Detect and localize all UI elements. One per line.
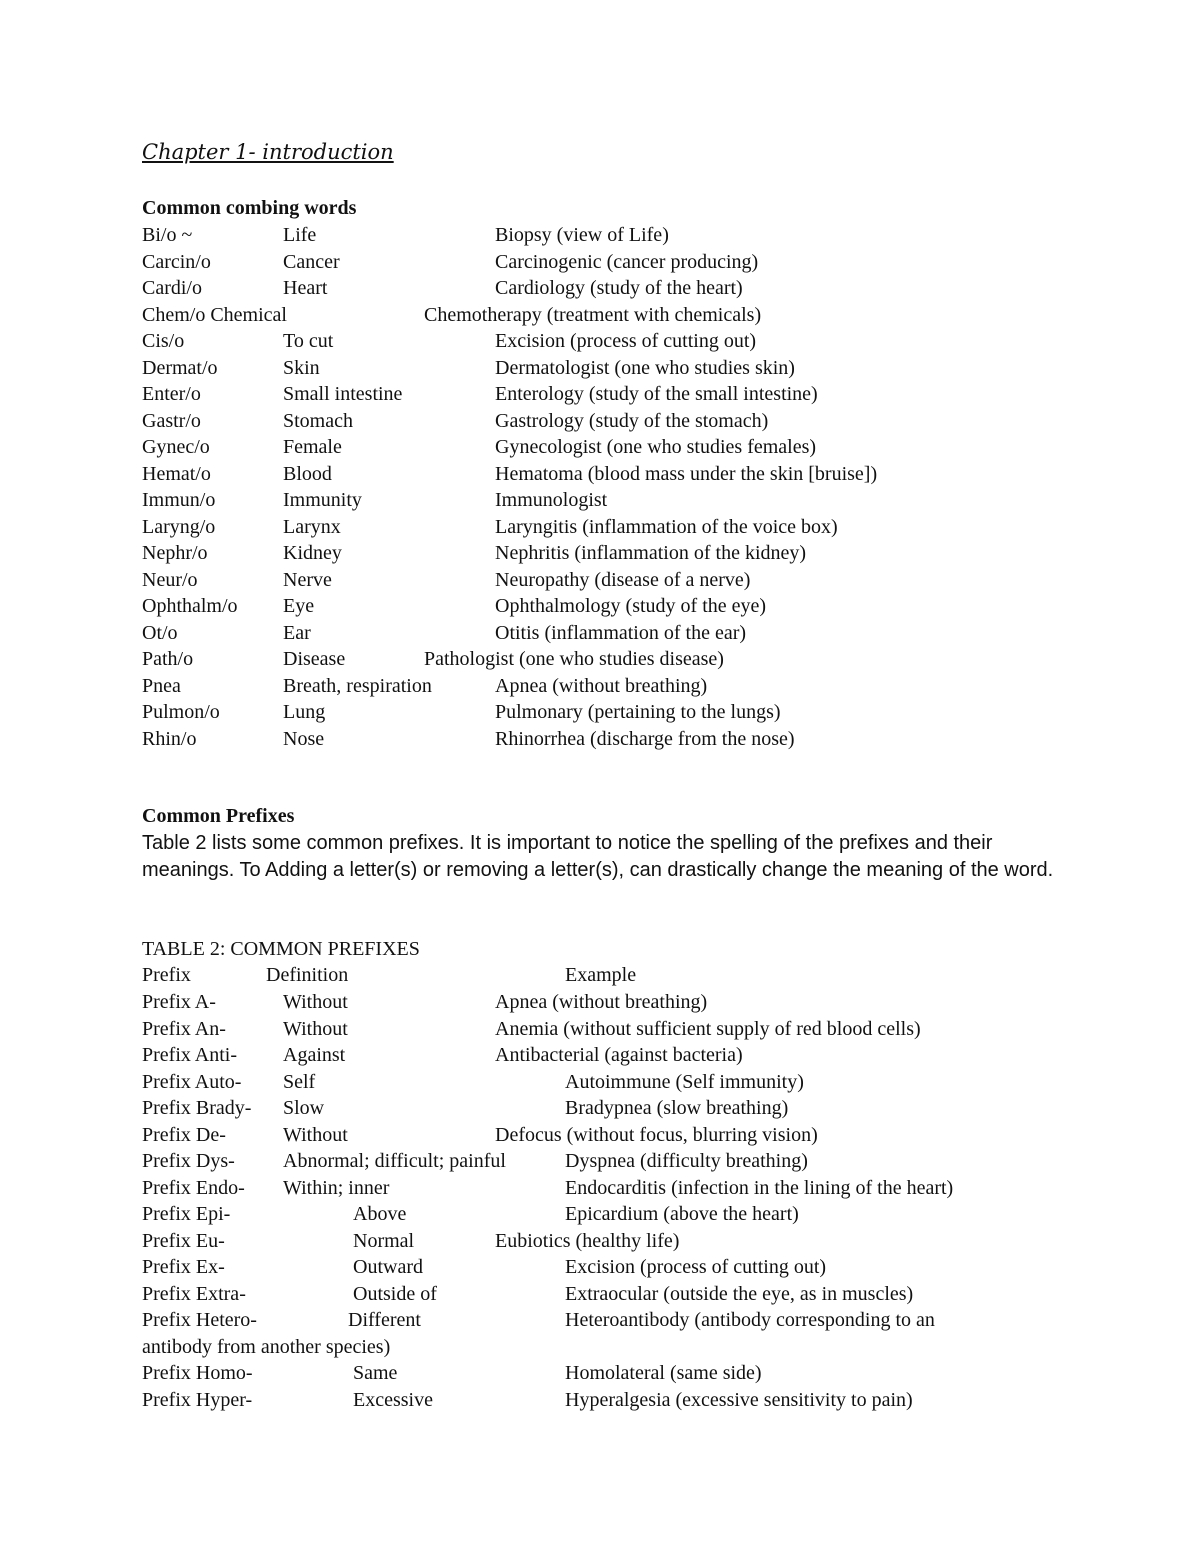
prefix-col-1: Different (348, 1309, 421, 1331)
prefix-col-2: Homolateral (same side) (565, 1362, 762, 1384)
prefix-row (0, 1016, 1200, 1042)
prefix-col-0: Prefix Hetero- (142, 1309, 257, 1331)
combining-word-row (0, 328, 1200, 354)
table-title: TABLE 2: COMMON PREFIXES (142, 938, 420, 960)
prefix-row (0, 1095, 1200, 1121)
combining-word-col-0: Neur/o (142, 569, 198, 591)
prefix-row (0, 1254, 1200, 1280)
prefix-col-0: Prefix Dys- (142, 1150, 235, 1172)
combining-word-col-1: Life (283, 224, 317, 246)
prefix-col-0: Prefix Homo- (142, 1362, 253, 1384)
prefix-row (0, 1360, 1200, 1386)
header-definition: Definition (266, 964, 349, 986)
combining-word-col-0: Enter/o (142, 383, 201, 405)
prefix-col-2: Apnea (without breathing) (495, 991, 708, 1013)
combining-word-col-1: Chemotherapy (treatment with chemicals) (424, 304, 762, 326)
prefix-col-2: Excision (process of cutting out) (565, 1256, 827, 1278)
combining-word-col-0: Pulmon/o (142, 701, 220, 723)
prefix-col-0: Prefix Auto- (142, 1071, 242, 1093)
combining-word-col-1: To cut (283, 330, 334, 352)
combining-word-col-0: Rhin/o (142, 728, 197, 750)
prefix-col-1: Slow (283, 1097, 325, 1119)
prefix-row (0, 1201, 1200, 1227)
prefix-col-1: Against (283, 1044, 346, 1066)
table-header-row (0, 962, 1200, 988)
prefix-col-2: Extraocular (outside the eye, as in muscles) (565, 1283, 914, 1305)
prefix-col-1: Above (353, 1203, 407, 1225)
prefix-col-2: Hyperalgesia (excessive sensitivity to pain) (565, 1389, 913, 1411)
prefix-row (0, 1069, 1200, 1095)
prefix-col-0: Prefix Brady- (142, 1097, 252, 1119)
combining-word-col-1: Female (283, 436, 342, 458)
combining-word-row (0, 593, 1200, 619)
combining-word-col-0: Nephr/o (142, 542, 208, 564)
combining-word-row (0, 540, 1200, 566)
prefix-col-0: Prefix Extra- (142, 1283, 246, 1305)
chapter-title: Chapter 1- introduction (142, 140, 394, 164)
prefix-row (0, 1281, 1200, 1307)
combining-word-col-1: Kidney (283, 542, 342, 564)
combining-word-col-1: Immunity (283, 489, 362, 511)
combining-word-col-0: Dermat/o (142, 357, 218, 379)
prefix-col-1: Normal (353, 1230, 415, 1252)
combining-word-col-2: Excision (process of cutting out) (495, 330, 757, 352)
combining-word-col-0: Laryng/o (142, 516, 216, 538)
prefix-col-0: Prefix An- (142, 1018, 226, 1040)
prefix-col-2: Bradypnea (slow breathing) (565, 1097, 789, 1119)
combining-word-col-2: Dermatologist (one who studies skin) (495, 357, 795, 379)
combining-word-row (0, 487, 1200, 513)
combining-word-col-2: Enterology (study of the small intestine) (495, 383, 818, 405)
combining-word-col-1: Nose (283, 728, 325, 750)
prefix-col-2: Anemia (without sufficient supply of red blood cells) (495, 1018, 921, 1040)
prefix-row (0, 1228, 1200, 1254)
combining-word-col-1: Stomach (283, 410, 353, 432)
combining-word-row (0, 381, 1200, 407)
combining-word-col-0: Chem/o Chemical (142, 304, 287, 326)
combining-word-col-2: Immunologist (495, 489, 608, 511)
prefix-col-2: Eubiotics (healthy life) (495, 1230, 680, 1252)
prefix-col-0: antibody from another species) (142, 1336, 391, 1358)
combining-word-col-1: Disease (283, 648, 346, 670)
combining-word-col-1: Cancer (283, 251, 340, 273)
combining-word-row (0, 514, 1200, 540)
prefix-col-1: Outward (353, 1256, 423, 1278)
combining-word-col-0: Cardi/o (142, 277, 202, 299)
prefix-col-0: Prefix De- (142, 1124, 226, 1146)
prefix-col-1: Without (283, 991, 348, 1013)
prefix-row (0, 1148, 1200, 1174)
combining-word-row (0, 249, 1200, 275)
combining-word-col-1: Heart (283, 277, 328, 299)
combining-word-col-2: Pathologist (one who studies disease) (424, 648, 724, 670)
combining-word-col-2: Nephritis (inflammation of the kidney) (495, 542, 807, 564)
prefix-row (0, 1307, 1200, 1333)
prefix-row (0, 1175, 1200, 1201)
combining-word-row (0, 726, 1200, 752)
combining-word-col-2: Pulmonary (pertaining to the lungs) (495, 701, 781, 723)
combining-word-col-0: Cis/o (142, 330, 185, 352)
combining-word-col-1: Small intestine (283, 383, 403, 405)
prefix-col-0: Prefix Anti- (142, 1044, 237, 1066)
combining-word-row (0, 355, 1200, 381)
prefix-col-1: Outside of (353, 1283, 437, 1305)
prefix-row (0, 989, 1200, 1015)
combining-word-col-0: Bi/o ~ (142, 224, 193, 246)
combining-word-col-0: Hemat/o (142, 463, 211, 485)
prefix-col-1: Self (283, 1071, 316, 1093)
prefix-col-0: Prefix Ex- (142, 1256, 225, 1278)
combining-word-row (0, 673, 1200, 699)
combining-word-row (0, 222, 1200, 248)
combining-word-col-2: Cardiology (study of the heart) (495, 277, 743, 299)
combining-word-col-1: Skin (283, 357, 320, 379)
prefix-col-1: Without (283, 1124, 348, 1146)
combining-word-col-0: Gynec/o (142, 436, 210, 458)
combining-word-col-0: Gastr/o (142, 410, 201, 432)
prefix-col-2: Epicardium (above the heart) (565, 1203, 799, 1225)
combining-word-row (0, 461, 1200, 487)
combining-word-col-2: Ophthalmology (study of the eye) (495, 595, 767, 617)
combining-word-col-2: Rhinorrhea (discharge from the nose) (495, 728, 795, 750)
combining-word-col-2: Hematoma (blood mass under the skin [bruise]) (495, 463, 878, 485)
combining-word-col-1: Ear (283, 622, 311, 644)
prefix-col-2: Antibacterial (against bacteria) (495, 1044, 743, 1066)
prefix-col-2: Defocus (without focus, blurring vision) (495, 1124, 818, 1146)
combining-word-row (0, 275, 1200, 301)
prefix-col-1: Same (353, 1362, 398, 1384)
combining-word-row (0, 567, 1200, 593)
prefix-col-1: Within; inner (283, 1177, 390, 1199)
prefix-row (0, 1387, 1200, 1413)
combining-word-col-2: Apnea (without breathing) (495, 675, 708, 697)
prefix-col-1: Abnormal; difficult; painful (283, 1150, 506, 1172)
prefix-col-2: Dyspnea (difficulty breathing) (565, 1150, 808, 1172)
prefix-col-0: Prefix Epi- (142, 1203, 231, 1225)
prefix-row (0, 1042, 1200, 1068)
combining-word-col-1: Breath, respiration (283, 675, 432, 697)
combining-word-row (0, 646, 1200, 672)
prefix-col-2: Endocarditis (infection in the lining of the heart) (565, 1177, 954, 1199)
header-example: Example (565, 964, 637, 986)
prefix-col-0: Prefix Endo- (142, 1177, 245, 1199)
combining-word-col-1: Eye (283, 595, 315, 617)
prefix-col-0: Prefix Eu- (142, 1230, 225, 1252)
prefix-col-1: Without (283, 1018, 348, 1040)
combining-word-col-2: Neuropathy (disease of a nerve) (495, 569, 751, 591)
prefix-col-2: Autoimmune (Self immunity) (565, 1071, 804, 1093)
prefix-col-1: Excessive (353, 1389, 433, 1411)
combining-word-col-0: Carcin/o (142, 251, 211, 273)
prefix-row (0, 1122, 1200, 1148)
combining-word-col-0: Ophthalm/o (142, 595, 238, 617)
combining-word-col-0: Ot/o (142, 622, 178, 644)
combining-word-row (0, 699, 1200, 725)
combining-word-col-0: Immun/o (142, 489, 216, 511)
combining-word-row (0, 408, 1200, 434)
combining-word-col-2: Gastrology (study of the stomach) (495, 410, 769, 432)
combining-word-row (0, 302, 1200, 328)
combining-word-row (0, 620, 1200, 646)
section-heading-combining-words: Common combing words (142, 197, 357, 219)
combining-word-col-2: Otitis (inflammation of the ear) (495, 622, 747, 644)
prefix-row (0, 1334, 1200, 1360)
combining-word-row (0, 434, 1200, 460)
combining-word-col-2: Laryngitis (inflammation of the voice box) (495, 516, 838, 538)
combining-word-col-2: Gynecologist (one who studies females) (495, 436, 817, 458)
combining-word-col-0: Path/o (142, 648, 194, 670)
prefixes-paragraph: Table 2 lists some common prefixes. It is important to notice the spelling of the prefixes and their meanings. To Adding a letter(s) or removing a letter(s), can drastically change the meaning of the word. (142, 832, 1054, 881)
prefix-col-0: Prefix A- (142, 991, 216, 1013)
combining-word-col-1: Lung (283, 701, 326, 723)
header-prefix: Prefix (142, 964, 191, 986)
combining-word-col-2: Carcinogenic (cancer producing) (495, 251, 759, 273)
prefix-col-0: Prefix Hyper- (142, 1389, 253, 1411)
combining-word-col-2: Biopsy (view of Life) (495, 224, 669, 246)
combining-word-col-0: Pnea (142, 675, 181, 697)
section-heading-prefixes: Common Prefixes (142, 805, 295, 827)
combining-word-col-1: Nerve (283, 569, 332, 591)
combining-word-col-1: Blood (283, 463, 332, 485)
prefix-col-2: Heteroantibody (antibody corresponding to an (565, 1309, 935, 1331)
combining-word-col-1: Larynx (283, 516, 341, 538)
